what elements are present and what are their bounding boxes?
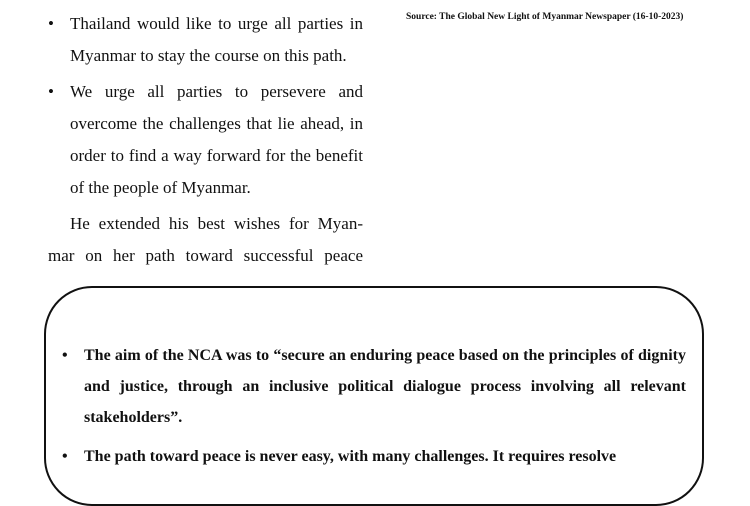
bullet-icon: • xyxy=(48,14,54,33)
bullet-icon: • xyxy=(48,82,54,101)
list-item xyxy=(48,8,363,72)
highlight-box-list xyxy=(62,340,686,480)
bullet-text: The aim of the NCA was to “secure an enduring peace based on the principles of dignity and justice, through an inclusive political dialogue process involving all relevant stakeholders”. xyxy=(84,347,686,426)
left-column xyxy=(48,8,363,272)
list-item xyxy=(62,340,686,433)
bullet-icon: • xyxy=(62,448,68,465)
list-item xyxy=(62,441,686,472)
bullet-text: The path toward peace is never easy, with many challenges. It requires resolve xyxy=(84,448,617,465)
bullet-text: Thailand would like to urge all parties in Myanmar to stay the course on this path. xyxy=(70,14,363,65)
bullet-icon: • xyxy=(62,347,68,364)
source-note: Source: The Global New Light of Myanmar Newspaper (16-10-2023) xyxy=(406,12,684,22)
list-item xyxy=(48,76,363,204)
bullet-text: We urge all parties to persevere and overcome the challenges that lie ahead, in order to find a way forward for the benefit of the people of Myanmar. xyxy=(70,82,363,197)
body-paragraph: He extended his best wishes for Myan- mar on her path toward successful peace xyxy=(48,214,363,265)
